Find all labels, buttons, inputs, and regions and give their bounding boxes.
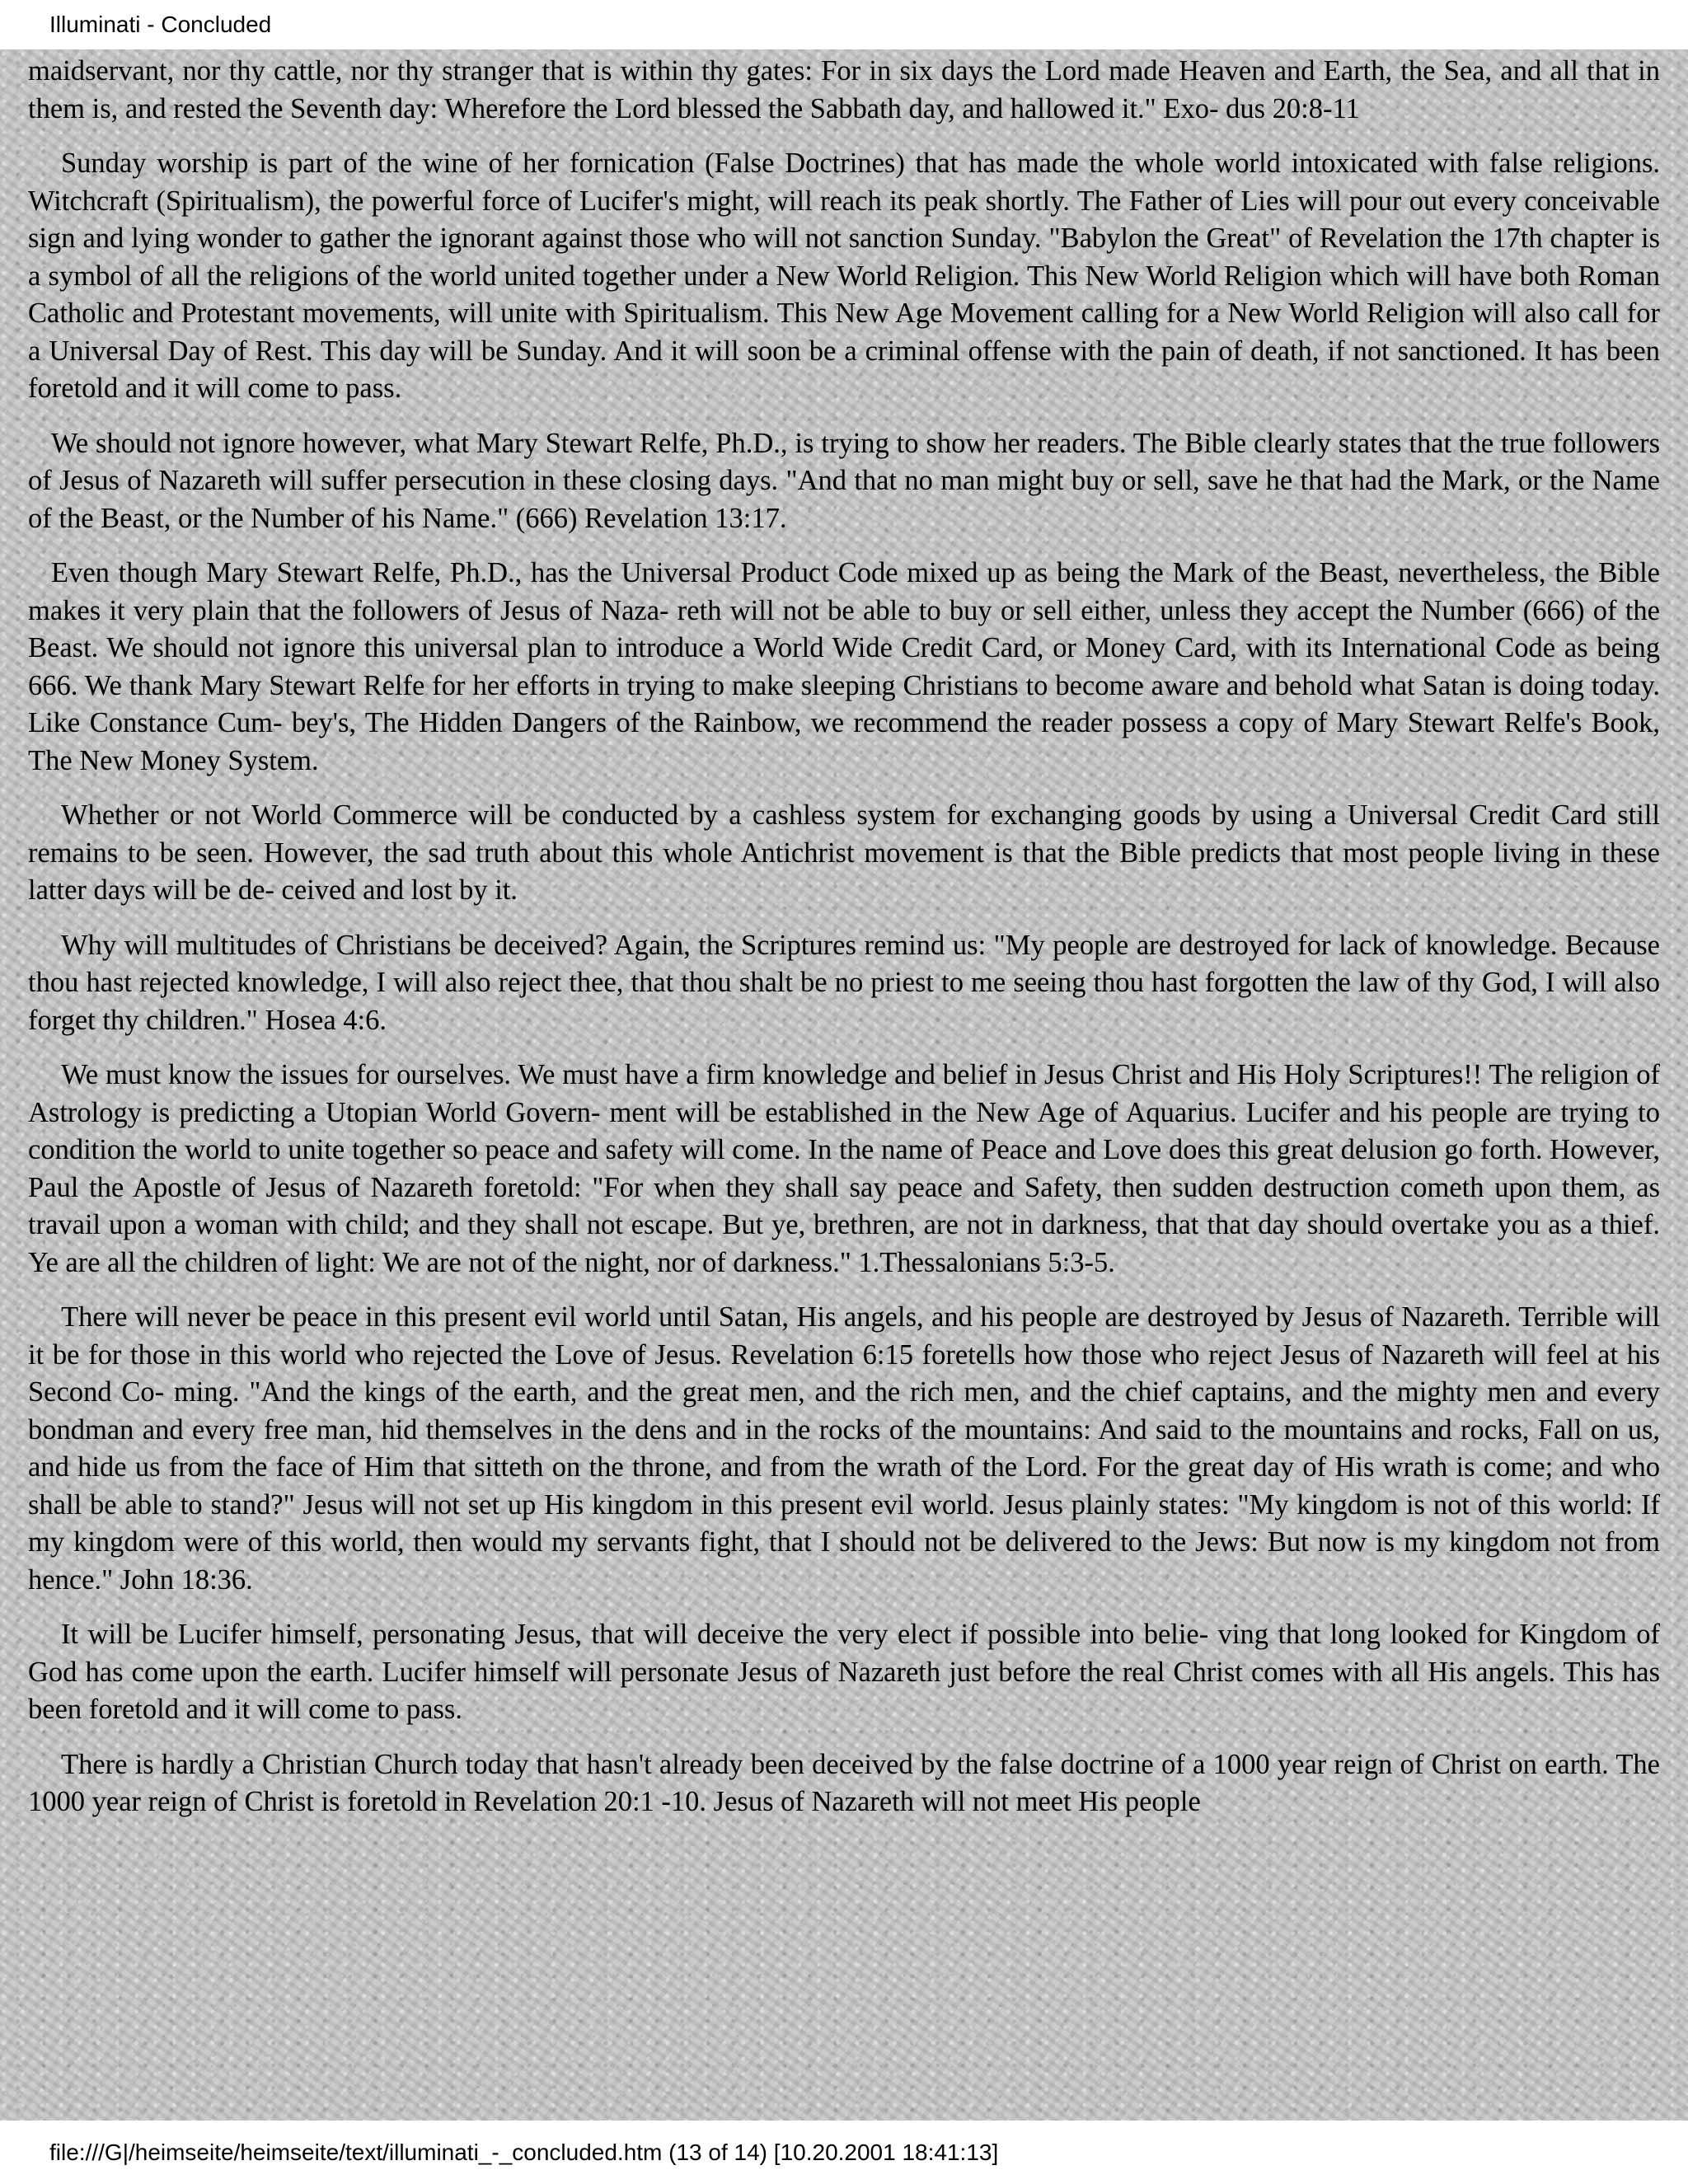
paragraph-4: Even though Mary Stewart Relfe, Ph.D., has the Universal Product Code mixed up as being the Mark of the Beast, nevertheless, the Bible makes it very plain that the followers of Jesus of Naza- reth will not be able to buy or sell either, unless they accept the Number (666) of the Beast. We should not ignore this universal plan to introduce a World Wide Credit Card, or Money Card, with its International Code as being 666. We thank Mary Stewart Relfe for her efforts in trying to make sleeping Christians to become aware and behold what Satan is doing today. Like Constance Cum- bey's, The Hidden Dangers of the Rainbow, we recommend the reader possess a copy of Mary Stewart Relfe's Book, The New Money System. bbox=[28, 557, 1660, 776]
article-text bbox=[28, 53, 1660, 1839]
paragraph-8: There will never be peace in this present evil world until Satan, His angels, and his people are destroyed by Jesus of Nazareth. Terrible will it be for those in this world who rejected the Love of Jesus. Revelation 6:15 foretells how those who reject Jesus of Nazareth will feel at his Second Co- ming. "And the kings of the earth, and the great men, and the rich men, and the chief captains, and the mighty men and every bondman and every free man, hid themselves in the dens and in the rocks of the mountains: And said to the mountains and rocks, Fall on us, and hide us from the face of Him that sitteth on the throne, and from the wrath of the Lord. For the great day of His wrath is come; and who shall be able to stand?" Jesus will not set up His kingdom in this present evil world. Jesus plainly states: "My kingdom is not of this world: If my kingdom were of this world, then would my servants fight, that I should not be delivered to the Jews: But now is my kingdom not from hence." John 18:36. bbox=[28, 1301, 1660, 1596]
paragraph-1: maidservant, nor thy cattle, nor thy stranger that is within thy gates: For in six days the Lord made Heaven and Earth, the Sea, and all that in them is, and rested the Seventh day: Wherefore the Lord blessed the Sabbath day, and hallowed it." Exo- dus 20:8-11 bbox=[28, 55, 1660, 124]
paragraph-6: Why will multitudes of Christians be deceived? Again, the Scriptures remind us: "My people are destroyed for lack of knowledge. Because thou hast rejected knowledge, I will also reject thee, that thou shalt be no priest to me seeing thou hast forgotten the law of thy God, I will also forget thy children." Hosea 4:6. bbox=[28, 929, 1660, 1036]
print-header-title: Illuminati - Concluded bbox=[49, 12, 272, 37]
page-body bbox=[0, 49, 1688, 2121]
paragraph-5: Whether or not World Commerce will be conducted by a cashless system for exchanging goods by using a Universal Credit Card still remains to be seen. However, the sad truth about this whole Antichrist movement is that the Bible predicts that most people living in these latter days will be de- ceived and lost by it. bbox=[28, 799, 1660, 906]
paragraph-2: Sunday worship is part of the wine of her fornication (False Doctrines) that has made the whole world intoxicated with false religions. Witchcraft (Spiritualism), the powerful force of Lucifer's might, will reach its peak shortly. The Father of Lies will pour out every conceivable sign and lying wonder to gather the ignorant against those who will not sanction Sunday. "Babylon the Great" of Revelation the 17th chapter is a symbol of all the religions of the world united together under a New World Religion. This New World Religion which will have both Roman Catholic and Protestant movements, will unite with Spiritualism. This New Age Movement calling for a New World Religion will also call for a Universal Day of Rest. This day will be Sunday. And it will soon be a criminal offense with the pain of death, if not sanctioned. It has been foretold and it will come to pass. bbox=[28, 148, 1660, 404]
print-footer-path: file:///G|/heimseite/heimseite/text/illuminati_-_concluded.htm (13 of 14) [10.20.2001 18:41:13] bbox=[49, 2139, 999, 2165]
paragraph-10: There is hardly a Christian Church today that hasn't already been deceived by the false doctrine of a 1000 year reign of Christ on earth. The 1000 year reign of Christ is foretold in Revelation 20:1 -10. Jesus of Nazareth will not meet His people bbox=[28, 1748, 1660, 1817]
paragraph-9: It will be Lucifer himself, personating Jesus, that will deceive the very elect if possible into belie- ving that long looked for Kingdom of God has come upon the earth. Lucifer himself will personate Jesus of Nazareth just before the real Christ comes with all His angels. This has been foretold and it will come to pass. bbox=[28, 1619, 1660, 1725]
paragraph-7: We must know the issues for ourselves. We must have a firm knowledge and belief in Jesus Christ and His Holy Scriptures!! The religion of Astrology is predicting a Utopian World Govern- ment will be established in the New Age of Aquarius. Lucifer and his people are trying to condition the world to unite together so peace and safety will come. In the name of Peace and Love does this great delusion go forth. However, Paul the Apostle of Jesus of Nazareth foretold: "For when they shall say peace and Safety, then sudden destruction cometh upon them, as travail upon a woman with child; and they shall not escape. But ye, brethren, are not in darkness, that that day should overtake you as a thief. Ye are all the children of light: We are not of the night, nor of darkness." 1.Thessalonians 5:3-5. bbox=[28, 1059, 1660, 1278]
paragraph-3: We should not ignore however, what Mary Stewart Relfe, Ph.D., is trying to show her readers. The Bible clearly states that the true followers of Jesus of Nazareth will suffer persecution in these closing days. "And that no man might buy or sell, save he that had the Mark, or the Name of the Beast, or the Number of his Name." (666) Revelation 13:17. bbox=[28, 427, 1660, 534]
